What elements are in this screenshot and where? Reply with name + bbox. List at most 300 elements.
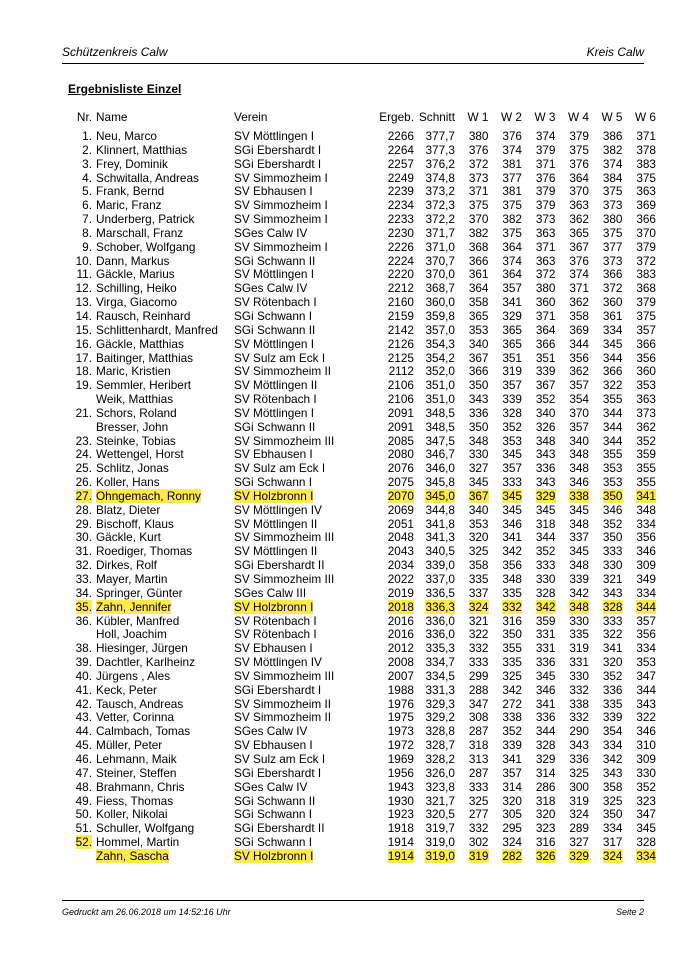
- cell-w1: 347: [468, 696, 489, 711]
- cell-nr: 24.: [75, 447, 92, 462]
- footer-rule: [62, 900, 644, 901]
- cell-ergebnis: 1918: [387, 821, 414, 836]
- cell-w3: 336: [535, 655, 556, 670]
- cell-w6: 356: [636, 627, 656, 642]
- cell-w4: 324: [569, 807, 589, 822]
- cell-w2: 339: [502, 392, 522, 407]
- cell-ergebnis: 2257: [387, 156, 414, 171]
- cell-verein: SV Simmozheim III: [234, 668, 335, 683]
- cell-w5: 324: [602, 848, 623, 863]
- cell-nr: 25.: [75, 461, 92, 476]
- cell-w2: 314: [502, 779, 522, 794]
- table-row: [62, 518, 656, 532]
- table-row: [62, 462, 656, 476]
- cell-verein: SGi Ebershardt I: [234, 682, 322, 697]
- cell-w2: 325: [502, 668, 522, 683]
- cell-w4: 339: [569, 572, 589, 586]
- cell-name: Virga, Giacomo: [96, 295, 178, 310]
- cell-verein: SV Möttlingen I: [234, 129, 314, 143]
- cell-ergebnis: 1943: [387, 779, 414, 794]
- cell-w2: 377: [502, 170, 522, 185]
- table-row: [62, 587, 656, 601]
- table-row: [62, 130, 656, 144]
- cell-w2: 381: [502, 156, 522, 171]
- cell-w6: 378: [636, 142, 656, 157]
- header-right: Kreis Calw: [586, 45, 644, 59]
- cell-schnitt: 336,5: [425, 585, 455, 600]
- table-row: [62, 767, 656, 781]
- cell-w4: 331: [569, 655, 589, 670]
- cell-w6: 310: [636, 738, 656, 753]
- cell-name: Maric, Franz: [96, 198, 162, 213]
- cell-nr: 34.: [75, 585, 92, 600]
- cell-verein: SGi Ebershardt II: [234, 558, 325, 573]
- cell-w2: 364: [502, 267, 522, 282]
- cell-w4: 357: [569, 378, 589, 393]
- cell-verein: SV Ebhausen I: [234, 447, 313, 462]
- cell-w1: 313: [468, 751, 489, 766]
- cell-w5: 344: [602, 350, 623, 365]
- table-row: [62, 573, 656, 587]
- cell-w1: 321: [468, 613, 489, 628]
- cell-w5: 352: [602, 516, 623, 531]
- cell-w1: 367: [468, 350, 489, 365]
- cell-ergebnis: 2266: [387, 129, 414, 143]
- col-nr: Nr.: [76, 110, 92, 124]
- cell-w5: 373: [602, 198, 623, 213]
- cell-w6: 372: [636, 253, 656, 268]
- cell-nr: 51.: [75, 821, 92, 836]
- cell-name: Calmbach, Tomas: [96, 724, 191, 739]
- cell-w1: 380: [468, 129, 489, 143]
- cell-name: Schors, Roland: [96, 405, 177, 420]
- cell-w4: 358: [569, 308, 589, 323]
- cell-schnitt: 340,5: [425, 544, 455, 559]
- col-ergebnis: Ergeb.: [379, 110, 414, 124]
- cell-verein: SV Möttlingen II: [234, 378, 318, 393]
- cell-verein: SGi Schwann I: [234, 835, 313, 850]
- cell-w5: 350: [602, 807, 623, 822]
- cell-w4: 370: [569, 184, 589, 199]
- cell-ergebnis: 2160: [387, 295, 414, 310]
- cell-ergebnis: 2230: [387, 225, 414, 240]
- cell-verein: SGi Ebershardt I: [234, 156, 322, 171]
- cell-schnitt: 374,8: [425, 170, 455, 185]
- cell-w3: 318: [535, 516, 556, 531]
- cell-name: Mayer, Martin: [96, 572, 168, 586]
- table-row: [62, 213, 656, 227]
- cell-w6: 334: [636, 585, 656, 600]
- cell-schnitt: 377,3: [425, 142, 455, 157]
- cell-w5: 322: [602, 378, 623, 393]
- cell-w5: 344: [602, 419, 623, 434]
- cell-w1: 337: [468, 585, 489, 600]
- cell-verein: SV Sulz am Eck I: [234, 751, 326, 766]
- cell-w6: 347: [636, 807, 656, 822]
- cell-w4: 379: [569, 129, 589, 143]
- cell-w2: 345: [502, 488, 522, 503]
- cell-verein: SV Möttlingen I: [234, 405, 314, 420]
- cell-schnitt: 344,8: [425, 502, 455, 517]
- cell-schnitt: 354,3: [425, 336, 455, 351]
- cell-verein: SV Möttlingen II: [234, 516, 318, 531]
- cell-nr: 2.: [82, 142, 92, 157]
- cell-w3: 360: [535, 295, 556, 310]
- cell-w3: 336: [535, 461, 556, 476]
- cell-w4: 348: [569, 516, 589, 531]
- cell-w2: 339: [502, 738, 522, 753]
- cell-nr: 14.: [75, 308, 92, 323]
- cell-w3: 339: [535, 364, 556, 379]
- cell-w4: 338: [569, 488, 589, 503]
- cell-nr: 40.: [75, 668, 92, 683]
- cell-name: Semmler, Heribert: [96, 378, 192, 393]
- cell-w3: 343: [535, 475, 556, 490]
- cell-w3: 379: [535, 198, 556, 213]
- cell-w3: 318: [535, 793, 556, 808]
- table-row: [62, 352, 656, 366]
- cell-ergebnis: 1973: [387, 724, 414, 739]
- cell-w1: 299: [468, 668, 489, 683]
- cell-w1: 370: [468, 212, 489, 227]
- cell-w6: 353: [636, 655, 656, 670]
- cell-w1: 287: [468, 724, 489, 739]
- footer-left: Gedruckt am 26.06.2018 um 14:52:16 Uhr: [62, 907, 231, 917]
- cell-w4: 357: [569, 419, 589, 434]
- cell-schnitt: 337,0: [425, 572, 455, 586]
- cell-w5: 342: [602, 751, 623, 766]
- cell-ergebnis: 2012: [387, 641, 414, 656]
- table-body: [62, 130, 656, 864]
- cell-nr: 44.: [75, 724, 92, 739]
- cell-verein: SV Simmozheim I: [234, 170, 328, 185]
- cell-w4: 338: [569, 696, 589, 711]
- cell-name: Koller, Hans: [96, 475, 160, 490]
- cell-w6: 355: [636, 475, 656, 490]
- cell-schnitt: 319,7: [425, 821, 455, 836]
- cell-w1: 325: [468, 544, 489, 559]
- cell-w2: 365: [502, 336, 522, 351]
- col-w6: W 6: [635, 110, 656, 124]
- cell-w3: 371: [535, 239, 556, 254]
- cell-w5: 384: [602, 170, 623, 185]
- cell-verein: SV Möttlingen IV: [234, 655, 322, 670]
- cell-verein: SGi Schwann II: [234, 419, 316, 434]
- cell-w5: 355: [602, 447, 623, 462]
- table-row: [62, 850, 656, 864]
- cell-schnitt: 336,0: [425, 613, 455, 628]
- col-w5: W 5: [601, 110, 623, 124]
- cell-schnitt: 319,0: [425, 835, 455, 850]
- cell-w6: 379: [636, 295, 656, 310]
- cell-ergebnis: 2091: [387, 419, 414, 434]
- cell-name: Schober, Wolfgang: [96, 239, 196, 254]
- table-row: [62, 490, 656, 504]
- cell-nr: [62, 850, 96, 864]
- cell-w4: 348: [569, 447, 589, 462]
- cell-schnitt: 335,3: [425, 641, 455, 656]
- cell-ergebnis: 2080: [387, 447, 414, 462]
- table-row: [62, 739, 656, 753]
- cell-w5: 366: [602, 267, 623, 282]
- cell-w2: 272: [502, 696, 522, 711]
- cell-w4: 319: [569, 793, 589, 808]
- cell-w3: 329: [535, 488, 556, 503]
- cell-w1: 333: [468, 655, 489, 670]
- cell-verein: SV Rötenbach I: [234, 613, 317, 628]
- cell-name: Kübler, Manfred: [96, 613, 180, 628]
- cell-nr: 10.: [75, 253, 92, 268]
- cell-w1: 302: [468, 835, 489, 850]
- cell-schnitt: 371,0: [425, 239, 455, 254]
- cell-ergebnis: 2034: [387, 558, 414, 573]
- cell-w2: 352: [502, 724, 522, 739]
- cell-ergebnis: 2125: [387, 350, 414, 365]
- cell-w1: 318: [468, 738, 489, 753]
- cell-w1: 333: [468, 779, 489, 794]
- cell-nr: 43.: [75, 710, 92, 725]
- cell-w5: 358: [602, 779, 623, 794]
- cell-w2: 345: [502, 502, 522, 517]
- cell-w2: 355: [502, 641, 522, 656]
- cell-w2: 341: [502, 295, 522, 310]
- cell-w1: 327: [468, 461, 489, 476]
- cell-w1: 382: [468, 225, 489, 240]
- cell-w4: 362: [569, 212, 589, 227]
- table-row: [62, 670, 656, 684]
- col-w3: W 3: [534, 110, 556, 124]
- cell-w3: 351: [535, 350, 556, 365]
- cell-nr: 9.: [82, 239, 92, 254]
- cell-name: Steiner, Steffen: [96, 765, 177, 780]
- cell-name: Lehmann, Maik: [96, 751, 177, 766]
- cell-verein: SV Simmozheim III: [234, 530, 335, 545]
- cell-name: Frey, Dominik: [96, 156, 168, 171]
- cell-w6: 360: [636, 364, 656, 379]
- cell-w4: 335: [569, 627, 589, 642]
- cell-name: Dirkes, Rolf: [96, 558, 157, 573]
- cell-w6: 370: [636, 225, 656, 240]
- cell-ergebnis: 1956: [387, 765, 414, 780]
- cell-w1: 372: [468, 156, 489, 171]
- cell-nr: 1.: [82, 129, 92, 143]
- cell-w1: 322: [468, 627, 489, 642]
- cell-nr: 4.: [82, 170, 92, 185]
- cell-w2: 342: [502, 544, 522, 559]
- cell-ergebnis: 1914: [387, 848, 414, 863]
- cell-w4: 289: [569, 821, 589, 836]
- cell-ergebnis: 2048: [387, 530, 414, 545]
- cell-schnitt: 359,8: [425, 308, 455, 323]
- cell-name: Gäckle, Matthias: [96, 336, 184, 351]
- cell-w1: 353: [468, 322, 489, 337]
- cell-w3: 340: [535, 405, 556, 420]
- col-verein: Verein: [234, 110, 268, 124]
- cell-name: Dann, Markus: [96, 253, 170, 268]
- cell-w4: 332: [569, 682, 589, 697]
- cell-w2: 328: [502, 405, 522, 420]
- cell-w6: 341: [636, 488, 656, 503]
- cell-schnitt: 326,0: [425, 765, 455, 780]
- cell-schnitt: 346,0: [425, 461, 455, 476]
- cell-w6: 343: [636, 696, 656, 711]
- cell-w4: 329: [569, 848, 589, 863]
- cell-nr: 12.: [75, 281, 92, 296]
- cell-name: Keck, Peter: [96, 682, 157, 697]
- cell-w2: 374: [502, 142, 522, 157]
- cell-schnitt: 339,0: [425, 558, 455, 573]
- cell-w3: 328: [535, 738, 556, 753]
- cell-schnitt: 329,2: [425, 710, 455, 725]
- cell-w6: 373: [636, 405, 656, 420]
- cell-w4: 365: [569, 225, 589, 240]
- cell-w6: 366: [636, 336, 656, 351]
- cell-ergebnis: 2019: [387, 585, 414, 600]
- table-row: [62, 601, 656, 615]
- cell-w6: 323: [636, 793, 656, 808]
- table-row: [62, 282, 656, 296]
- table-row: [62, 531, 656, 545]
- cell-nr: 45.: [75, 738, 92, 753]
- cell-nr: 23.: [75, 433, 92, 448]
- cell-schnitt: 328,8: [425, 724, 455, 739]
- cell-w2: 350: [502, 627, 522, 642]
- cell-ergebnis: 2234: [387, 198, 414, 213]
- cell-schnitt: 346,7: [425, 447, 455, 462]
- table-row: [62, 615, 656, 629]
- cell-w3: 374: [535, 129, 556, 143]
- cell-w3: 366: [535, 336, 556, 351]
- cell-name: Tausch, Andreas: [96, 696, 184, 711]
- cell-w4: 344: [569, 336, 589, 351]
- cell-w6: 369: [636, 198, 656, 213]
- cell-w5: 375: [602, 184, 623, 199]
- cell-w5: 343: [602, 765, 623, 780]
- col-w2: W 2: [501, 110, 522, 124]
- table-row: [62, 559, 656, 573]
- table-row: [62, 241, 656, 255]
- cell-w4: 290: [569, 724, 589, 739]
- cell-w4: 375: [569, 142, 589, 157]
- table-row: [62, 435, 656, 449]
- cell-ergebnis: 2051: [387, 516, 414, 531]
- table-row: [62, 725, 656, 739]
- cell-w6: 346: [636, 544, 656, 559]
- cell-schnitt: 377,7: [425, 129, 455, 143]
- table-row: [62, 642, 656, 656]
- table-row: [62, 836, 656, 850]
- cell-w2: 335: [502, 655, 522, 670]
- cell-ergebnis: 2226: [387, 239, 414, 254]
- cell-schnitt: 348,5: [425, 419, 455, 434]
- cell-schnitt: 347,5: [425, 433, 455, 448]
- cell-name: Weik, Matthias: [96, 392, 174, 407]
- cell-nr: 13.: [75, 295, 92, 310]
- cell-w1: 364: [468, 281, 489, 296]
- cell-verein: SV Simmozheim II: [234, 364, 332, 379]
- cell-w5: 333: [602, 613, 623, 628]
- cell-ergebnis: 1975: [387, 710, 414, 725]
- cell-verein: SV Möttlingen II: [234, 544, 318, 559]
- cell-w2: 364: [502, 239, 522, 254]
- cell-schnitt: 357,0: [425, 322, 455, 337]
- cell-w6: 383: [636, 267, 656, 282]
- cell-w4: 348: [569, 461, 589, 476]
- cell-verein: SV Sulz am Eck I: [234, 461, 326, 476]
- cell-w4: 319: [569, 641, 589, 656]
- cell-schnitt: 370,0: [425, 267, 455, 282]
- cell-verein: SGi Ebershardt II: [234, 821, 325, 836]
- cell-name: Schlitz, Jonas: [96, 461, 169, 476]
- table-row: [62, 808, 656, 822]
- cell-w6: 362: [636, 419, 656, 434]
- table-row: [62, 781, 656, 795]
- cell-nr: 36.: [75, 613, 92, 628]
- cell-schnitt: 373,2: [425, 184, 455, 199]
- cell-w3: 323: [535, 821, 556, 836]
- cell-ergebnis: 2091: [387, 405, 414, 420]
- cell-verein: SV Simmozheim III: [234, 433, 335, 448]
- cell-nr: 29.: [75, 516, 92, 531]
- cell-w6: 334: [636, 516, 656, 531]
- cell-nr: 38.: [75, 641, 92, 656]
- cell-w3: 373: [535, 212, 556, 227]
- cell-w3: 371: [535, 156, 556, 171]
- cell-w1: 330: [468, 447, 489, 462]
- cell-w1: 358: [468, 295, 489, 310]
- cell-w3: 316: [535, 835, 556, 850]
- cell-name: Brahmann, Chris: [96, 779, 185, 794]
- cell-w4: 340: [569, 433, 589, 448]
- cell-w4: 330: [569, 668, 589, 683]
- cell-w5: 345: [602, 336, 623, 351]
- cell-schnitt: 360,0: [425, 295, 455, 310]
- cell-name: Gäckle, Marius: [96, 267, 175, 282]
- cell-ergebnis: 2075: [387, 475, 414, 490]
- cell-w1: 277: [468, 807, 489, 822]
- cell-w6: 344: [636, 599, 656, 614]
- cell-nr: 11.: [76, 267, 92, 282]
- cell-w6: 309: [636, 558, 656, 573]
- cell-w4: 369: [569, 322, 589, 337]
- cell-w2: 375: [502, 198, 522, 213]
- table-row: [62, 448, 656, 462]
- cell-w6: 368: [636, 281, 656, 296]
- cell-nr: 47.: [75, 765, 92, 780]
- cell-w2: 329: [502, 308, 522, 323]
- cell-nr: 35.: [75, 599, 92, 614]
- cell-ergebnis: 2233: [387, 212, 414, 227]
- cell-w5: 382: [602, 142, 623, 157]
- cell-w5: 386: [602, 129, 623, 143]
- cell-w2: 353: [502, 433, 522, 448]
- cell-w3: 371: [535, 308, 556, 323]
- cell-name: Baitinger, Matthias: [96, 350, 194, 365]
- cell-w1: 361: [468, 267, 489, 282]
- cell-w5: 380: [602, 212, 623, 227]
- cell-w5: 339: [602, 710, 623, 725]
- cell-verein: SGes Calw III: [234, 585, 307, 600]
- cell-schnitt: 354,2: [425, 350, 455, 365]
- cell-nr: 33.: [75, 572, 92, 586]
- cell-ergebnis: 2142: [387, 322, 414, 337]
- cell-w1: 325: [468, 793, 489, 808]
- cell-verein: SV Möttlingen IV: [234, 502, 322, 517]
- cell-ergebnis: 1923: [387, 807, 414, 822]
- cell-w4: 345: [569, 544, 589, 559]
- cell-w5: 373: [602, 253, 623, 268]
- cell-w5: 366: [602, 364, 623, 379]
